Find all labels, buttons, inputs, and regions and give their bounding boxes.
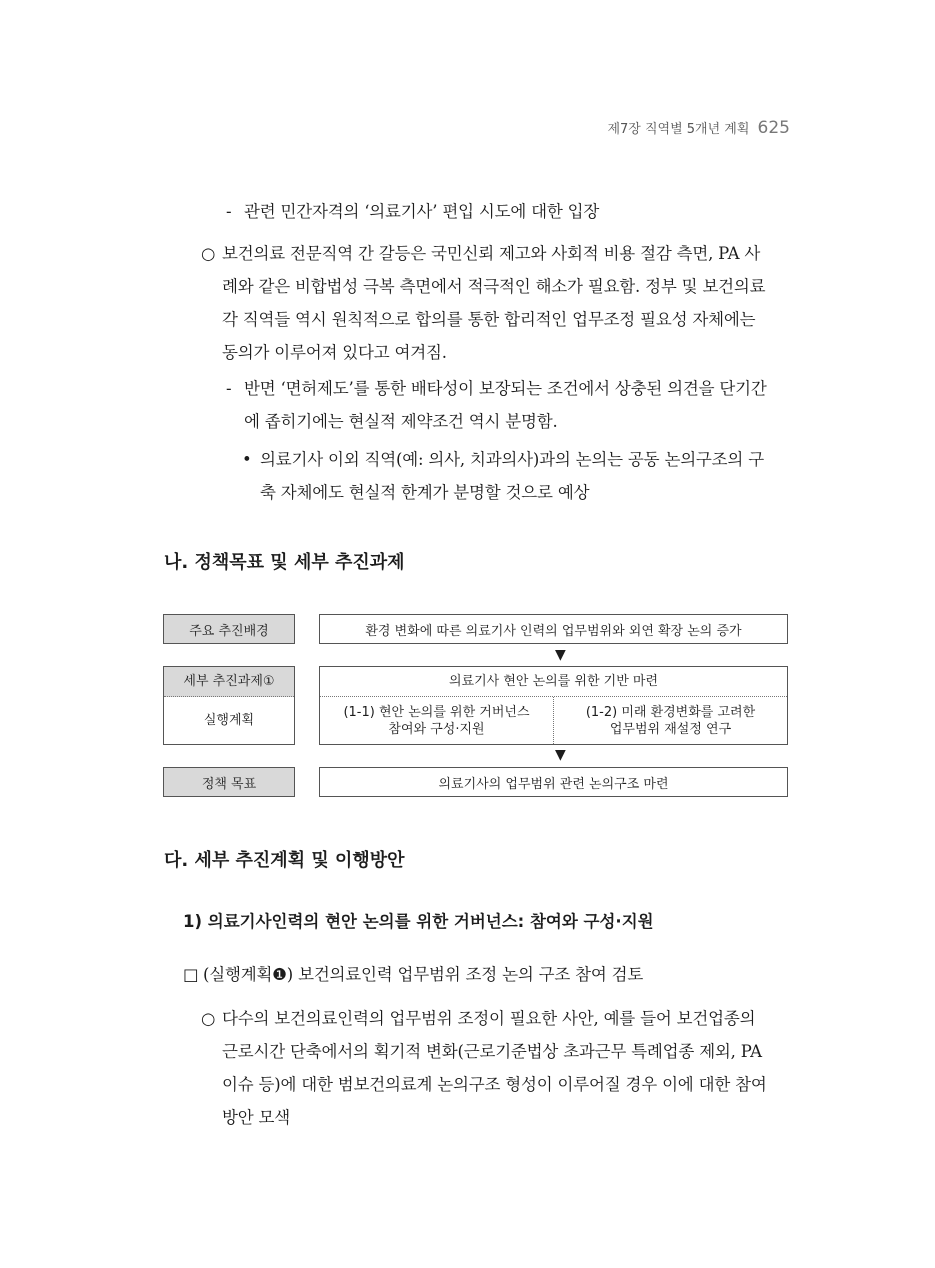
label-task: 세부 추진과제① [164,667,294,697]
section-heading-da: 다. 세부 추진계획 및 이행방안 [164,850,405,871]
intro-dash-text: 관련 민간자격의 ‘의료기사’ 편입 시도에 대한 입장 [244,202,600,221]
plan-1-1-line: 참여와 구성·지원 [388,721,485,737]
circle1-line: 동의가 이루어져 있다고 여겨짐. [222,343,447,362]
number-badge-icon: ❶ [272,965,287,984]
square-item-text [203,958,643,992]
dash2-line: 에 좁히기에는 현실적 제약조건 역시 분명함. [244,412,558,431]
plan-1-2-line: 업무범위 재설정 연구 [609,721,732,737]
chapter-title: 제7장 직역별 5개년 계획 [607,122,750,137]
label-background: 주요 추진배경 [163,614,295,644]
bullet-marker: • [242,450,252,469]
down-arrow-icon: ▼ [555,747,566,763]
policy-goal-content: 의료기사의 업무범위 관련 논의구조 마련 [319,767,788,797]
circle-marker: ○ [201,1009,216,1028]
bullet1-line: 축 자체에도 현실적 한계가 분명할 것으로 예상 [260,483,590,502]
plan-cell-1-2 [554,697,787,744]
dash-marker: - [226,202,232,221]
circle1-line: 례와 같은 비합법성 극복 측면에서 적극적인 해소가 필요함. 정부 및 보건의료 [222,277,766,296]
plan-1-2-line: (1-2) 미래 환경변화를 고려한 [585,704,756,720]
circle2-line: 근로시간 단축에서의 획기적 변화(근로기준법상 초과근무 특례업종 제외, PA [222,1042,762,1061]
down-arrow-icon: ▼ [555,647,566,663]
task-content: 의료기사 현안 논의를 위한 기반 마련 [320,667,787,697]
label-task-group [163,666,295,745]
plan-1-1-line: (1-1) 현안 논의를 위한 거버넌스 [343,704,530,720]
dash-marker: - [226,379,232,398]
label-plan: 실행계획 [203,713,255,728]
square-marker: □ [183,965,199,984]
square-item-prefix: (실행계획 [203,965,273,984]
circle-marker: ○ [201,244,216,263]
circle2-line: 방안 모색 [222,1108,291,1127]
task-content-group [319,666,788,745]
circle1-line: 보건의료 전문직역 간 갈등은 국민신뢰 제고와 사회적 비용 절감 측면, PA 사 [222,244,761,263]
bullet1-line: 의료기사 이외 직역(예: 의사, 치과의사)과의 논의는 공동 논의구조의 구 [260,450,764,469]
square-item-suffix: ) 보건의료인력 업무범위 조정 논의 구조 참여 검토 [286,965,644,984]
circle2-line: 이슈 등)에 대한 범보건의료계 논의구조 형성이 이루어질 경우 이에 대한 참여 [222,1075,767,1094]
circle2-line: 다수의 보건의료인력의 업무범위 조정이 필요한 사안, 예를 들어 보건업종의 [222,1009,756,1028]
content-background: 환경 변화에 따른 의료기사 인력의 업무범위와 외연 확장 논의 증가 [319,614,788,644]
running-header [607,118,790,138]
section-heading-na: 나. 정책목표 및 세부 추진과제 [164,552,405,573]
plan-cell-1-1 [320,697,554,744]
dash2-line: 반면 ‘면허제도’를 통한 배타성이 보장되는 조건에서 상충된 의견을 단기간 [244,379,767,398]
label-policy-goal: 정책 목표 [163,767,295,797]
circle1-line: 각 직역들 역시 원칙적으로 합의를 통한 합리적인 업무조정 필요성 자체에는 [222,310,756,329]
page-number: 625 [757,118,790,138]
subsection-heading: 1) 의료기사인력의 현안 논의를 위한 거버넌스: 참여와 구성·지원 [183,912,654,931]
